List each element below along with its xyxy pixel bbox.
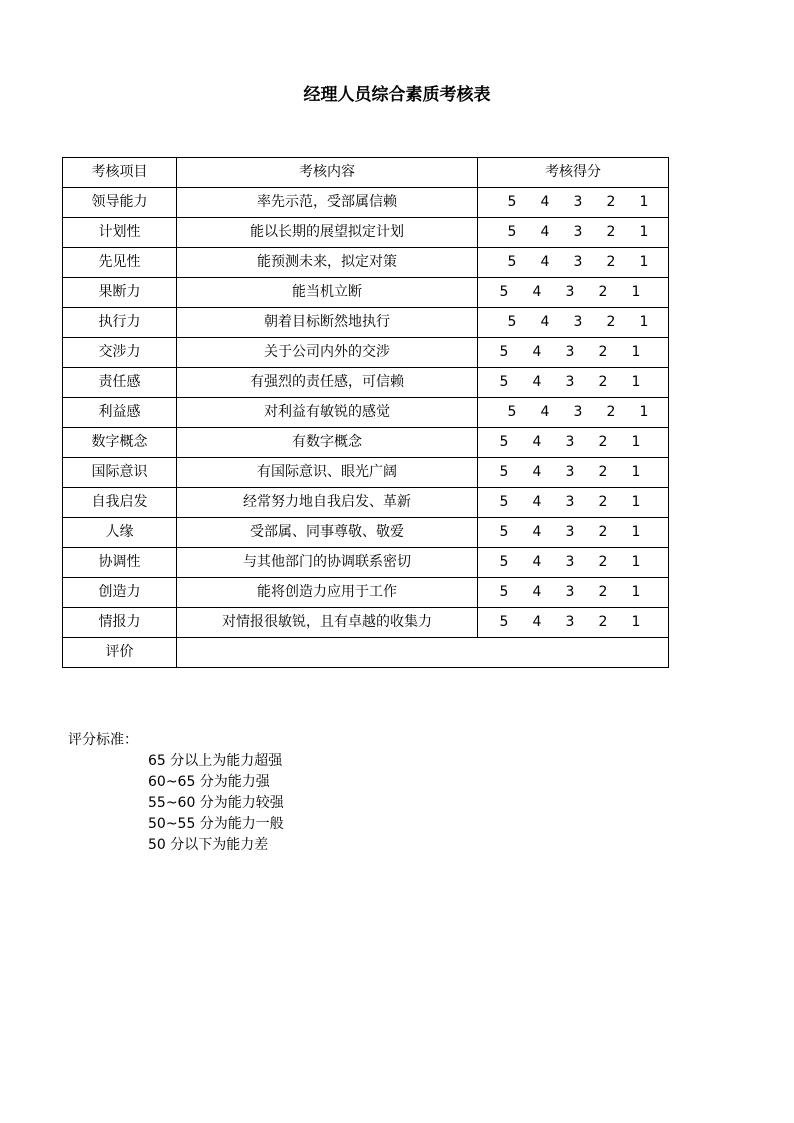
- score-cell: [478, 458, 669, 488]
- criterion-content: 经常努力地自我启发、革新: [177, 488, 478, 518]
- criteria-item: 60~65 分为能力强: [148, 774, 270, 790]
- score-cell: [478, 338, 669, 368]
- table-row: [63, 398, 669, 428]
- score-option: 5: [499, 584, 509, 600]
- score-option: 2: [598, 554, 608, 570]
- score-option: 4: [532, 494, 542, 510]
- score-cell: [478, 308, 669, 338]
- score-option: 5: [499, 464, 509, 480]
- criteria-label: 评分标准：: [68, 732, 138, 748]
- criteria-item: 65 分以上为能力超强: [148, 753, 283, 769]
- criterion-content: 能当机立断: [177, 278, 478, 308]
- score-option: 3: [573, 404, 583, 420]
- score-option: 5: [507, 224, 517, 240]
- score-cell: [478, 398, 669, 428]
- score-option: 2: [606, 254, 616, 270]
- criterion-item: 先见性: [63, 248, 177, 278]
- score-options: [478, 578, 668, 607]
- score-option: 1: [631, 584, 641, 600]
- score-option: 3: [565, 494, 575, 510]
- criterion-item: 执行力: [63, 308, 177, 338]
- score-option: 5: [499, 374, 509, 390]
- header-item: 考核项目: [63, 158, 177, 188]
- score-cell: [478, 608, 669, 638]
- score-option: 4: [540, 254, 550, 270]
- evaluation-table: [62, 157, 669, 668]
- score-option: 5: [507, 314, 517, 330]
- score-option: 3: [565, 524, 575, 540]
- score-option: 3: [565, 434, 575, 450]
- score-option: 3: [573, 254, 583, 270]
- score-option: 4: [532, 524, 542, 540]
- score-option: 3: [565, 344, 575, 360]
- score-option: 1: [631, 434, 641, 450]
- criterion-content: 关于公司内外的交涉: [177, 338, 478, 368]
- score-option: 5: [499, 284, 509, 300]
- score-option: 1: [631, 614, 641, 630]
- score-option: 1: [631, 374, 641, 390]
- score-option: 4: [540, 314, 550, 330]
- score-cell: [478, 368, 669, 398]
- table-row: [63, 488, 669, 518]
- score-option: 5: [499, 494, 509, 510]
- score-option: 1: [639, 224, 649, 240]
- criterion-item: 领导能力: [63, 188, 177, 218]
- score-options: [478, 428, 668, 457]
- criterion-item: 协调性: [63, 548, 177, 578]
- table-row: [63, 578, 669, 608]
- score-option: 4: [532, 344, 542, 360]
- score-option: 2: [598, 344, 608, 360]
- scoring-criteria: [68, 730, 284, 856]
- criterion-content: 率先示范，受部属信赖: [177, 188, 478, 218]
- score-cell: [478, 428, 669, 458]
- score-option: 2: [606, 224, 616, 240]
- score-option: 1: [639, 194, 649, 210]
- score-option: 5: [499, 554, 509, 570]
- score-option: 2: [598, 434, 608, 450]
- score-option: 2: [598, 584, 608, 600]
- table-row: [63, 338, 669, 368]
- score-option: 2: [598, 464, 608, 480]
- score-option: 4: [532, 284, 542, 300]
- score-option: 4: [532, 464, 542, 480]
- score-option: 2: [606, 314, 616, 330]
- score-cell: [478, 248, 669, 278]
- criterion-item: 数字概念: [63, 428, 177, 458]
- evaluation-row: [63, 638, 669, 668]
- criterion-item: 责任感: [63, 368, 177, 398]
- score-option: 3: [565, 284, 575, 300]
- score-option: 4: [532, 374, 542, 390]
- score-option: 3: [565, 584, 575, 600]
- page-title: 经理人员综合素质考核表: [303, 85, 491, 105]
- score-option: 4: [540, 224, 550, 240]
- score-option: 4: [532, 584, 542, 600]
- score-options: [478, 308, 668, 337]
- table-row: [63, 428, 669, 458]
- score-option: 3: [573, 194, 583, 210]
- criteria-item: 55~60 分为能力较强: [148, 795, 284, 811]
- criteria-list: [68, 751, 284, 856]
- score-option: 1: [639, 314, 649, 330]
- criterion-item: 交涉力: [63, 338, 177, 368]
- score-options: [478, 488, 668, 517]
- score-options: [478, 518, 668, 547]
- evaluation-table-body: [63, 158, 669, 668]
- table-row: [63, 608, 669, 638]
- score-cell: [478, 518, 669, 548]
- criterion-content: 能将创造力应用于工作: [177, 578, 478, 608]
- criterion-item: 国际意识: [63, 458, 177, 488]
- score-option: 1: [639, 254, 649, 270]
- score-option: 3: [565, 374, 575, 390]
- score-option: 5: [499, 524, 509, 540]
- criterion-content: 有国际意识、眼光广阔: [177, 458, 478, 488]
- score-option: 4: [532, 434, 542, 450]
- score-option: 2: [598, 374, 608, 390]
- header-score: 考核得分: [478, 158, 669, 188]
- criteria-item: 50 分以下为能力差: [148, 837, 269, 853]
- score-option: 1: [631, 284, 641, 300]
- score-option: 1: [631, 524, 641, 540]
- score-cell: [478, 548, 669, 578]
- score-option: 2: [598, 284, 608, 300]
- score-option: 2: [598, 524, 608, 540]
- criterion-item: 情报力: [63, 608, 177, 638]
- evaluation-label: 评价: [63, 638, 177, 668]
- score-options: [478, 458, 668, 487]
- criterion-content: 朝着目标断然地执行: [177, 308, 478, 338]
- criterion-content: 能以长期的展望拟定计划: [177, 218, 478, 248]
- score-option: 5: [507, 404, 517, 420]
- score-options: [478, 218, 668, 247]
- score-option: 5: [499, 434, 509, 450]
- score-options: [478, 548, 668, 577]
- table-row: [63, 518, 669, 548]
- score-option: 1: [631, 344, 641, 360]
- criterion-content: 对情报很敏锐，且有卓越的收集力: [177, 608, 478, 638]
- criterion-content: 有强烈的责任感，可信赖: [177, 368, 478, 398]
- score-options: [478, 608, 668, 637]
- criterion-item: 计划性: [63, 218, 177, 248]
- score-option: 5: [499, 344, 509, 360]
- score-cell: [478, 218, 669, 248]
- score-option: 4: [532, 554, 542, 570]
- table-row: [63, 278, 669, 308]
- score-option: 1: [631, 494, 641, 510]
- score-option: 5: [507, 194, 517, 210]
- criteria-item: 50~55 分为能力一般: [148, 816, 284, 832]
- score-cell: [478, 578, 669, 608]
- score-option: 3: [565, 614, 575, 630]
- header-row: [63, 158, 669, 188]
- criterion-item: 利益感: [63, 398, 177, 428]
- criterion-content: 对利益有敏锐的感觉: [177, 398, 478, 428]
- table-row: [63, 308, 669, 338]
- score-option: 2: [606, 194, 616, 210]
- table-row: [63, 458, 669, 488]
- score-cell: [478, 188, 669, 218]
- criterion-content: 有数字概念: [177, 428, 478, 458]
- criterion-item: 自我启发: [63, 488, 177, 518]
- score-option: 2: [606, 404, 616, 420]
- score-option: 4: [540, 404, 550, 420]
- score-option: 3: [573, 224, 583, 240]
- table-row: [63, 188, 669, 218]
- table-row: [63, 368, 669, 398]
- header-content: 考核内容: [177, 158, 478, 188]
- score-option: 3: [565, 464, 575, 480]
- table-row: [63, 248, 669, 278]
- score-option: 2: [598, 494, 608, 510]
- score-option: 1: [639, 404, 649, 420]
- score-cell: [478, 488, 669, 518]
- criterion-content: 受部属、同事尊敬、敬爱: [177, 518, 478, 548]
- score-option: 3: [573, 314, 583, 330]
- score-option: 1: [631, 554, 641, 570]
- criterion-item: 创造力: [63, 578, 177, 608]
- score-option: 2: [598, 614, 608, 630]
- score-options: [478, 368, 668, 397]
- criterion-content: 能预测未来，拟定对策: [177, 248, 478, 278]
- table-row: [63, 548, 669, 578]
- score-options: [478, 248, 668, 277]
- score-option: 1: [631, 464, 641, 480]
- criterion-item: 果断力: [63, 278, 177, 308]
- score-options: [478, 188, 668, 217]
- criterion-content: 与其他部门的协调联系密切: [177, 548, 478, 578]
- score-option: 4: [532, 614, 542, 630]
- evaluation-field[interactable]: [177, 638, 669, 668]
- score-options: [478, 398, 668, 427]
- score-cell: [478, 278, 669, 308]
- score-option: 4: [540, 194, 550, 210]
- score-options: [478, 278, 668, 307]
- score-option: 3: [565, 554, 575, 570]
- score-option: 5: [499, 614, 509, 630]
- score-options: [478, 338, 668, 367]
- table-row: [63, 218, 669, 248]
- criterion-item: 人缘: [63, 518, 177, 548]
- score-option: 5: [507, 254, 517, 270]
